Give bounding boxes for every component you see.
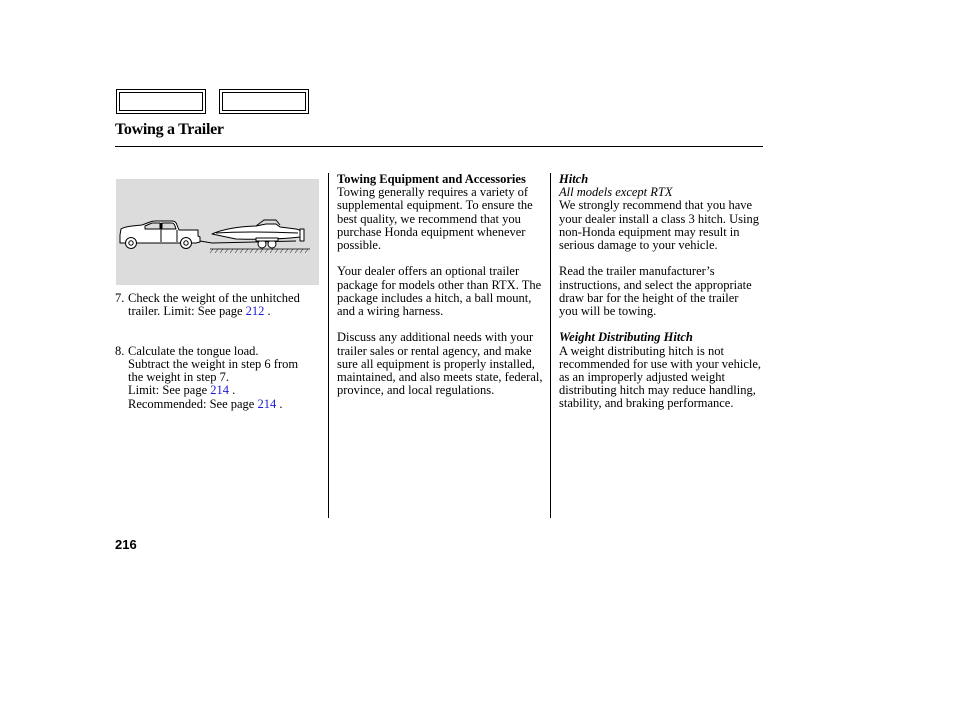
next-page-button[interactable]: [219, 89, 309, 114]
page-link[interactable]: 212: [245, 304, 265, 319]
step-line: Check the weight of the unhitched: [128, 291, 300, 305]
column-divider-left: [328, 173, 329, 518]
page-link[interactable]: 214: [210, 383, 230, 398]
section-heading: Hitch: [559, 172, 589, 186]
section-heading: Towing Equipment and Accessories: [337, 172, 526, 186]
paragraph: A weight distributing hitch is not recommended for use with your vehicle, as an improperly adjusted weight distributing hitch may reduce handling, stability, and braking performance.: [559, 343, 762, 411]
list-item: [115, 345, 327, 411]
section-heading: Weight Distributing Hitch: [559, 330, 693, 345]
step-line: Recommended: See page: [128, 396, 258, 411]
page-number: 216: [115, 537, 137, 552]
step-text: [128, 292, 327, 318]
hitch-section: [559, 173, 771, 411]
step-punct: .: [264, 304, 271, 319]
step-number: 7.: [115, 291, 125, 305]
page-title: Towing a Trailer: [115, 121, 224, 138]
step-punct: .: [229, 383, 236, 398]
step-line: Limit: See page: [128, 383, 211, 398]
step-line: trailer. Limit: See page: [128, 304, 246, 319]
paragraph: We strongly recommend that you have your dealer install a class 3 hitch. Using non-Honda equipment may result in serious damage to your vehicle.: [559, 198, 759, 253]
section-subheading: All models except RTX: [559, 185, 673, 200]
paragraph: Your dealer offers an optional trailer package for models other than RTX. The package includes a hitch, a ball mount, and a wiring harness.: [337, 264, 542, 319]
title-divider: [115, 146, 763, 147]
step-number: 8.: [115, 343, 125, 358]
steps-list: [115, 292, 327, 411]
column-divider-right: [550, 173, 551, 518]
step-line: the weight in step 7.: [128, 370, 230, 385]
step-line: Calculate the tongue load.: [128, 343, 259, 358]
prev-page-button[interactable]: [116, 89, 206, 114]
step-punct: .: [276, 396, 283, 411]
paragraph: Read the trailer manufacturer’s instructions, and select the appropriate draw bar for the height of the trailer you will be towing.: [559, 264, 752, 319]
page-link[interactable]: 214: [257, 396, 277, 411]
towing-equipment-section: [337, 173, 549, 397]
step-line: Subtract the weight in step 6 from: [128, 356, 299, 371]
truck-towing-boat-illustration: [116, 179, 319, 285]
step-text: [128, 345, 327, 411]
paragraph: Discuss any additional needs with your trailer sales or rental agency, and make sure all equipment is properly installed, maintained, and also meets state, federal, province, and local regulations.: [337, 330, 543, 398]
list-item: [115, 292, 327, 318]
paragraph: Towing generally requires a variety of supplemental equipment. To ensure the best quality, we recommend that you purchase Honda equipment whenever possible.: [337, 185, 533, 253]
